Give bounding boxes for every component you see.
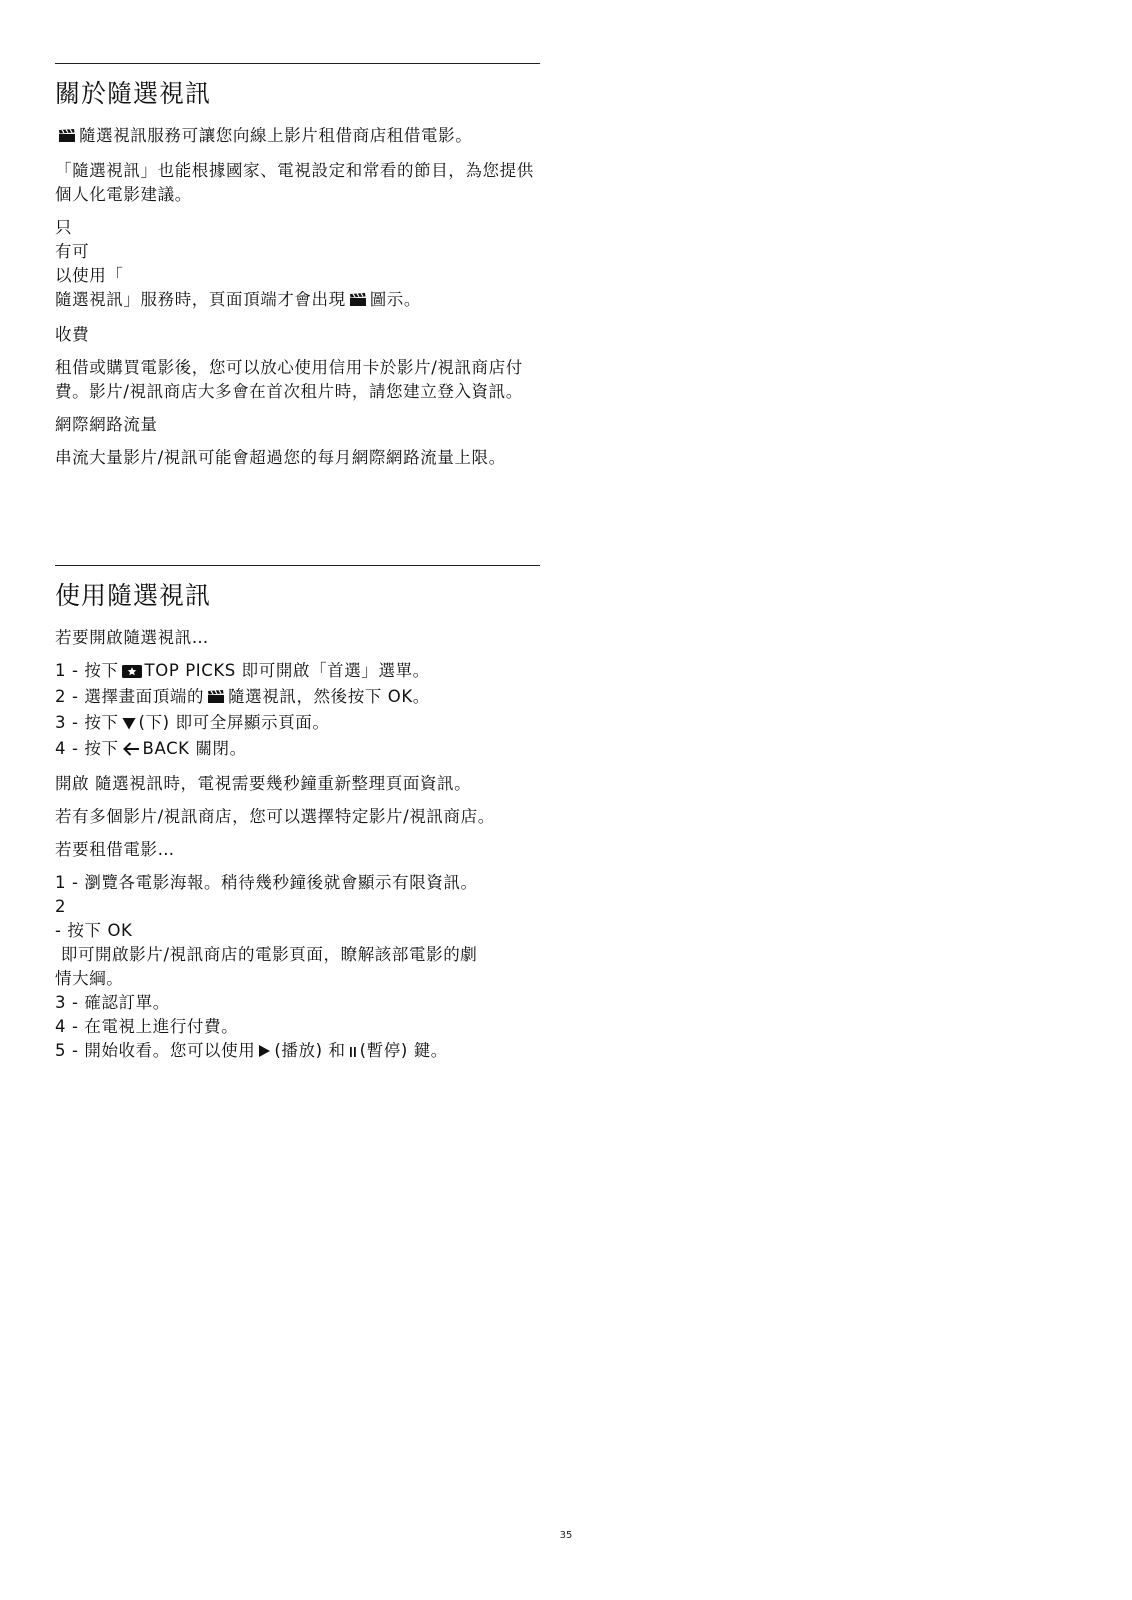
step-item: 4 - 在電視上進行付費。 [55,1017,239,1036]
step-item: 5 - 開始收看。您可以使用 (播放) 和 (暫停) 鍵。 [55,1039,540,1065]
open-heading: 若要開啟隨選視訊… [55,628,209,647]
pause-icon [349,1041,357,1065]
top-picks-star-icon [122,661,142,685]
recommend-paragraph: 「隨選視訊」也能根據國家、電視設定和常看的節目，為您提供個人化電影建議。 [55,161,534,204]
down-arrow-icon [122,713,136,737]
step-item: 3 - 按下 (下) 即可全屏顯示頁面。 [55,711,540,737]
back-arrow-icon [122,739,140,763]
traffic-paragraph: 串流大量影片/視訊可能會超過您的每月網際網路流量上限。 [55,448,506,467]
fee-paragraph: 租借或購買電影後，您可以放心使用信用卡於影片/視訊商店付費。影片/視訊商店大多會在首次租片時，請您建立登入資訊。 [55,358,523,401]
rent-heading: 若要租借電影… [55,840,175,859]
clapperboard-icon [349,290,367,314]
step-item: 2 [55,897,67,916]
section-divider [55,63,540,64]
availability-line: 隨選視訊」服務時，頁面頂端才會出現 圖示。 [55,288,540,314]
traffic-heading: 網際網路流量 [55,415,158,434]
section-use-vod [55,565,540,1065]
availability-paragraph [55,216,540,314]
open-steps [55,659,540,763]
fee-heading: 收費 [55,325,90,344]
step-item: 3 - 確認訂單。 [55,993,170,1012]
section-about-vod [55,63,540,479]
play-icon [258,1041,271,1065]
availability-line: 只 [55,218,73,237]
step-item: 1 - 按下 TOP PICKS 即可開啟「首選」選單。 [55,659,540,685]
multi-store-paragraph: 若有多個影片/視訊商店，您可以選擇特定影片/視訊商店。 [55,807,495,826]
step-item: - 按下 OK [55,921,133,940]
step-item: 2 - 選擇畫面頂端的 隨選視訊，然後按下 OK。 [55,685,540,711]
step-item: 情大綱。 [55,969,124,988]
section-divider [55,565,540,566]
step-item: 即可開啟影片/視訊商店的電影頁面，瞭解該部電影的劇 [55,945,478,964]
availability-line: 有可 [55,242,90,261]
clapperboard-icon [207,687,225,711]
page-number: 35 [559,1530,573,1541]
step-item: 1 - 瀏覽各電影海報。稍待幾秒鐘後就會顯示有限資訊。 [55,873,478,892]
clapperboard-icon [58,126,76,150]
step-item: 4 - 按下 BACK 關閉。 [55,737,540,763]
availability-line: 以使用「 [55,266,124,285]
refresh-paragraph: 開啟 隨選視訊時，電視需要幾秒鐘重新整理頁面資訊。 [55,774,472,793]
rent-steps [55,871,540,1065]
intro-paragraph: 隨選視訊服務可讓您向線上影片租借商店租借電影。 [55,124,540,150]
section-title: 關於隨選視訊 [55,79,212,108]
section-title: 使用隨選視訊 [55,581,212,610]
